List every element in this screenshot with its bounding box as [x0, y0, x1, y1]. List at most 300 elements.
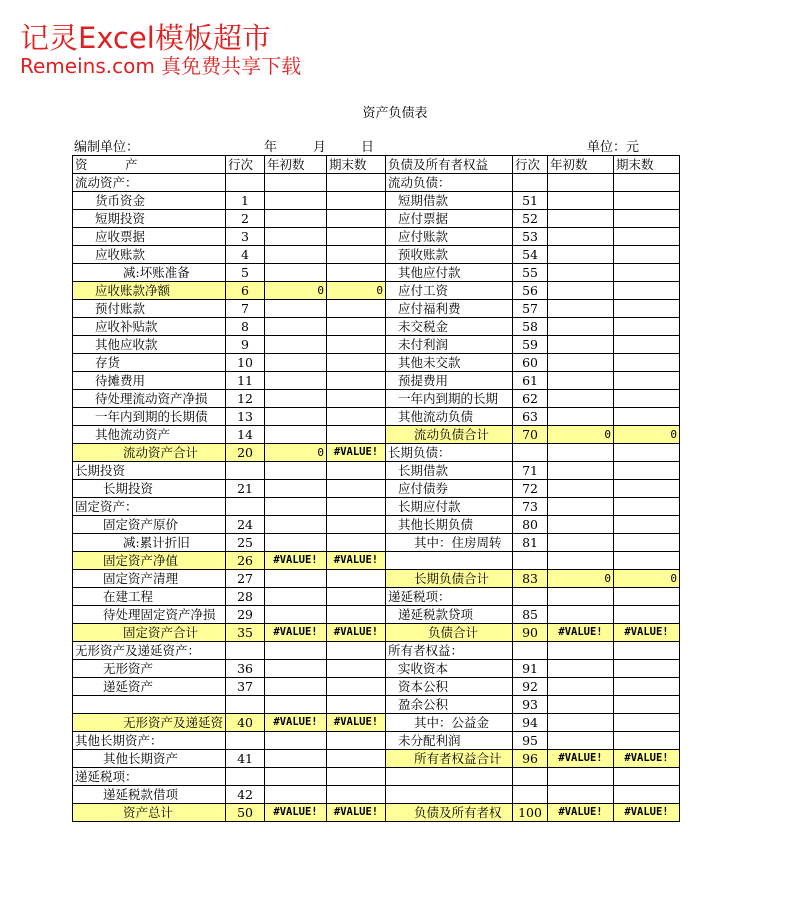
- end-value-cell[interactable]: [327, 732, 386, 750]
- end-value-cell[interactable]: [327, 390, 386, 408]
- line-number-cell[interactable]: 27: [226, 570, 265, 588]
- begin-value-cell[interactable]: [548, 660, 614, 678]
- begin-value-cell[interactable]: [265, 264, 327, 282]
- begin-value-cell[interactable]: [265, 750, 327, 768]
- end-value-cell[interactable]: [327, 228, 386, 246]
- asset-item-cell[interactable]: 短期投资: [73, 210, 226, 228]
- end-value-cell[interactable]: [614, 696, 680, 714]
- line-number-cell[interactable]: 53: [513, 228, 548, 246]
- liability-item-cell[interactable]: 长期应付款: [386, 498, 513, 516]
- line-number-cell[interactable]: [226, 732, 265, 750]
- liability-item-cell[interactable]: 其他应付款: [386, 264, 513, 282]
- end-value-cell[interactable]: [614, 678, 680, 696]
- line-number-cell[interactable]: 6: [226, 282, 265, 300]
- liability-item-cell[interactable]: 预提费用: [386, 372, 513, 390]
- liability-item-cell[interactable]: 应付工资: [386, 282, 513, 300]
- line-number-cell[interactable]: 1: [226, 192, 265, 210]
- line-number-cell[interactable]: 95: [513, 732, 548, 750]
- begin-value-cell[interactable]: [548, 714, 614, 732]
- line-number-cell[interactable]: [226, 768, 265, 786]
- line-number-cell[interactable]: 61: [513, 372, 548, 390]
- end-value-cell[interactable]: [327, 534, 386, 552]
- begin-value-cell[interactable]: 0: [265, 444, 327, 462]
- asset-item-cell[interactable]: 流动资产：: [73, 174, 226, 192]
- line-number-cell[interactable]: 85: [513, 606, 548, 624]
- begin-value-cell[interactable]: [548, 246, 614, 264]
- begin-value-cell[interactable]: [265, 192, 327, 210]
- begin-value-cell[interactable]: #VALUE!: [548, 750, 614, 768]
- end-value-cell[interactable]: [614, 534, 680, 552]
- end-value-cell[interactable]: [327, 588, 386, 606]
- liability-item-cell[interactable]: 其中：公益金: [386, 714, 513, 732]
- end-value-cell[interactable]: [327, 174, 386, 192]
- line-number-cell[interactable]: 42: [226, 786, 265, 804]
- line-number-cell[interactable]: 20: [226, 444, 265, 462]
- line-number-cell[interactable]: 72: [513, 480, 548, 498]
- asset-item-cell[interactable]: 其他流动资产: [73, 426, 226, 444]
- header-liabilities[interactable]: 负债及所有者权益: [386, 156, 513, 174]
- asset-item-cell[interactable]: 其他长期资产：: [73, 732, 226, 750]
- line-number-cell[interactable]: [513, 444, 548, 462]
- begin-value-cell[interactable]: [265, 606, 327, 624]
- begin-value-cell[interactable]: [548, 444, 614, 462]
- asset-item-cell[interactable]: 固定资产原价: [73, 516, 226, 534]
- asset-item-cell[interactable]: 应收票据: [73, 228, 226, 246]
- begin-value-cell[interactable]: [548, 210, 614, 228]
- liability-item-cell[interactable]: [386, 552, 513, 570]
- asset-item-cell[interactable]: 一年内到期的长期债: [73, 408, 226, 426]
- line-number-cell[interactable]: [226, 696, 265, 714]
- begin-value-cell[interactable]: [548, 462, 614, 480]
- line-number-cell[interactable]: 5: [226, 264, 265, 282]
- end-value-cell[interactable]: [614, 354, 680, 372]
- begin-value-cell[interactable]: #VALUE!: [265, 714, 327, 732]
- end-value-cell[interactable]: [614, 588, 680, 606]
- end-value-cell[interactable]: [614, 192, 680, 210]
- begin-value-cell[interactable]: [548, 696, 614, 714]
- asset-item-cell[interactable]: 固定资产：: [73, 498, 226, 516]
- liability-item-cell[interactable]: 流动负债：: [386, 174, 513, 192]
- liability-item-cell[interactable]: 实收资本: [386, 660, 513, 678]
- asset-item-cell[interactable]: 待处理流动资产净损: [73, 390, 226, 408]
- header-begin[interactable]: 年初数: [265, 156, 327, 174]
- begin-value-cell[interactable]: [548, 642, 614, 660]
- liability-item-cell[interactable]: 所有者权益合计: [386, 750, 513, 768]
- line-number-cell[interactable]: 80: [513, 516, 548, 534]
- end-value-cell[interactable]: #VALUE!: [327, 444, 386, 462]
- begin-value-cell[interactable]: #VALUE!: [265, 552, 327, 570]
- liability-item-cell[interactable]: 所有者权益：: [386, 642, 513, 660]
- end-value-cell[interactable]: [614, 732, 680, 750]
- asset-item-cell[interactable]: 在建工程: [73, 588, 226, 606]
- begin-value-cell[interactable]: [265, 660, 327, 678]
- end-value-cell[interactable]: [614, 246, 680, 264]
- line-number-cell[interactable]: 50: [226, 804, 265, 822]
- line-number-cell[interactable]: 55: [513, 264, 548, 282]
- begin-value-cell[interactable]: [548, 588, 614, 606]
- end-value-cell[interactable]: [614, 408, 680, 426]
- begin-value-cell[interactable]: [548, 480, 614, 498]
- end-value-cell[interactable]: [327, 696, 386, 714]
- begin-value-cell[interactable]: [265, 642, 327, 660]
- begin-value-cell[interactable]: 0: [548, 426, 614, 444]
- begin-value-cell[interactable]: [548, 678, 614, 696]
- begin-value-cell[interactable]: [265, 318, 327, 336]
- begin-value-cell[interactable]: [265, 678, 327, 696]
- begin-value-cell[interactable]: [548, 732, 614, 750]
- line-number-cell[interactable]: 29: [226, 606, 265, 624]
- end-value-cell[interactable]: [327, 768, 386, 786]
- begin-value-cell[interactable]: [265, 588, 327, 606]
- end-value-cell[interactable]: [327, 786, 386, 804]
- end-value-cell[interactable]: [327, 570, 386, 588]
- line-number-cell[interactable]: 4: [226, 246, 265, 264]
- asset-item-cell[interactable]: 存货: [73, 354, 226, 372]
- begin-value-cell[interactable]: [548, 372, 614, 390]
- liability-item-cell[interactable]: 长期负债合计: [386, 570, 513, 588]
- end-value-cell[interactable]: [614, 768, 680, 786]
- end-value-cell[interactable]: #VALUE!: [327, 804, 386, 822]
- header-line-no[interactable]: 行次: [226, 156, 265, 174]
- liability-item-cell[interactable]: 其他长期负债: [386, 516, 513, 534]
- liability-item-cell[interactable]: 应付福利费: [386, 300, 513, 318]
- line-number-cell[interactable]: 21: [226, 480, 265, 498]
- end-value-cell[interactable]: [614, 516, 680, 534]
- line-number-cell[interactable]: [513, 588, 548, 606]
- line-number-cell[interactable]: 13: [226, 408, 265, 426]
- end-value-cell[interactable]: [327, 210, 386, 228]
- begin-value-cell[interactable]: [548, 498, 614, 516]
- begin-value-cell[interactable]: [548, 786, 614, 804]
- begin-value-cell[interactable]: [548, 354, 614, 372]
- begin-value-cell[interactable]: #VALUE!: [265, 804, 327, 822]
- end-value-cell[interactable]: [327, 462, 386, 480]
- begin-value-cell[interactable]: [265, 498, 327, 516]
- end-value-cell[interactable]: [614, 372, 680, 390]
- begin-value-cell[interactable]: [548, 552, 614, 570]
- line-number-cell[interactable]: 36: [226, 660, 265, 678]
- begin-value-cell[interactable]: [265, 480, 327, 498]
- asset-item-cell[interactable]: 无形资产及递延资产：: [73, 642, 226, 660]
- end-value-cell[interactable]: [327, 264, 386, 282]
- end-value-cell[interactable]: [327, 516, 386, 534]
- asset-item-cell[interactable]: 应收账款净额: [73, 282, 226, 300]
- end-value-cell[interactable]: [327, 678, 386, 696]
- liability-item-cell[interactable]: 其他流动负债: [386, 408, 513, 426]
- begin-value-cell[interactable]: [265, 516, 327, 534]
- line-number-cell[interactable]: [226, 174, 265, 192]
- end-value-cell[interactable]: [327, 750, 386, 768]
- end-value-cell[interactable]: [327, 606, 386, 624]
- asset-item-cell[interactable]: 无形资产: [73, 660, 226, 678]
- liability-item-cell[interactable]: 应付债券: [386, 480, 513, 498]
- line-number-cell[interactable]: 58: [513, 318, 548, 336]
- line-number-cell[interactable]: 9: [226, 336, 265, 354]
- line-number-cell[interactable]: 7: [226, 300, 265, 318]
- asset-item-cell[interactable]: 固定资产清理: [73, 570, 226, 588]
- begin-value-cell[interactable]: [548, 192, 614, 210]
- asset-item-cell[interactable]: 资产总计: [73, 804, 226, 822]
- begin-value-cell[interactable]: [265, 768, 327, 786]
- line-number-cell[interactable]: [226, 462, 265, 480]
- asset-item-cell[interactable]: 递延资产: [73, 678, 226, 696]
- asset-item-cell[interactable]: 递延税项：: [73, 768, 226, 786]
- end-value-cell[interactable]: 0: [614, 426, 680, 444]
- line-number-cell[interactable]: [226, 642, 265, 660]
- begin-value-cell[interactable]: [548, 606, 614, 624]
- line-number-cell[interactable]: 26: [226, 552, 265, 570]
- begin-value-cell[interactable]: [265, 732, 327, 750]
- liability-item-cell[interactable]: 应付票据: [386, 210, 513, 228]
- asset-item-cell[interactable]: [73, 696, 226, 714]
- liability-item-cell[interactable]: 应付账款: [386, 228, 513, 246]
- line-number-cell[interactable]: 59: [513, 336, 548, 354]
- begin-value-cell[interactable]: [548, 516, 614, 534]
- begin-value-cell[interactable]: [265, 246, 327, 264]
- line-number-cell[interactable]: [513, 786, 548, 804]
- begin-value-cell[interactable]: [265, 300, 327, 318]
- line-number-cell[interactable]: 63: [513, 408, 548, 426]
- header-line-no-2[interactable]: 行次: [513, 156, 548, 174]
- asset-item-cell[interactable]: 待处理固定资产净损: [73, 606, 226, 624]
- asset-item-cell[interactable]: 流动资产合计: [73, 444, 226, 462]
- line-number-cell[interactable]: 54: [513, 246, 548, 264]
- liability-item-cell[interactable]: 负债合计: [386, 624, 513, 642]
- line-number-cell[interactable]: 81: [513, 534, 548, 552]
- end-value-cell[interactable]: [614, 318, 680, 336]
- end-value-cell[interactable]: [327, 660, 386, 678]
- line-number-cell[interactable]: 71: [513, 462, 548, 480]
- begin-value-cell[interactable]: [548, 336, 614, 354]
- begin-value-cell[interactable]: #VALUE!: [265, 624, 327, 642]
- liability-item-cell[interactable]: 未分配利润: [386, 732, 513, 750]
- line-number-cell[interactable]: 3: [226, 228, 265, 246]
- end-value-cell[interactable]: 0: [327, 282, 386, 300]
- asset-item-cell[interactable]: 长期投资: [73, 480, 226, 498]
- line-number-cell[interactable]: 8: [226, 318, 265, 336]
- begin-value-cell[interactable]: [265, 426, 327, 444]
- liability-item-cell[interactable]: [386, 786, 513, 804]
- liability-item-cell[interactable]: 长期负债：: [386, 444, 513, 462]
- liability-item-cell[interactable]: 负债及所有者权: [386, 804, 513, 822]
- begin-value-cell[interactable]: [548, 282, 614, 300]
- end-value-cell[interactable]: [327, 318, 386, 336]
- end-value-cell[interactable]: [614, 210, 680, 228]
- end-value-cell[interactable]: [614, 462, 680, 480]
- begin-value-cell[interactable]: #VALUE!: [548, 804, 614, 822]
- liability-item-cell[interactable]: 其他未交款: [386, 354, 513, 372]
- end-value-cell[interactable]: [327, 354, 386, 372]
- line-number-cell[interactable]: 28: [226, 588, 265, 606]
- liability-item-cell[interactable]: [386, 768, 513, 786]
- asset-item-cell[interactable]: 应收补贴款: [73, 318, 226, 336]
- line-number-cell[interactable]: 24: [226, 516, 265, 534]
- begin-value-cell[interactable]: [548, 228, 614, 246]
- begin-value-cell[interactable]: [265, 570, 327, 588]
- end-value-cell[interactable]: [614, 228, 680, 246]
- asset-item-cell[interactable]: 待摊费用: [73, 372, 226, 390]
- line-number-cell[interactable]: 91: [513, 660, 548, 678]
- end-value-cell[interactable]: [614, 552, 680, 570]
- end-value-cell[interactable]: [614, 174, 680, 192]
- asset-item-cell[interactable]: 其他长期资产: [73, 750, 226, 768]
- line-number-cell[interactable]: 2: [226, 210, 265, 228]
- begin-value-cell[interactable]: [548, 174, 614, 192]
- table-row: [73, 210, 680, 228]
- liability-item-cell[interactable]: 短期借款: [386, 192, 513, 210]
- begin-value-cell[interactable]: [265, 210, 327, 228]
- liability-item-cell[interactable]: 递延税款贷项: [386, 606, 513, 624]
- asset-item-cell[interactable]: 预付账款: [73, 300, 226, 318]
- end-value-cell[interactable]: #VALUE!: [614, 624, 680, 642]
- liability-item-cell[interactable]: 资本公积: [386, 678, 513, 696]
- line-number-cell[interactable]: 93: [513, 696, 548, 714]
- begin-value-cell[interactable]: #VALUE!: [548, 624, 614, 642]
- begin-value-cell[interactable]: 0: [548, 570, 614, 588]
- end-value-cell[interactable]: #VALUE!: [614, 750, 680, 768]
- line-number-cell[interactable]: [513, 552, 548, 570]
- asset-item-cell[interactable]: 无形资产及递延资: [73, 714, 226, 732]
- liability-item-cell[interactable]: 未交税金: [386, 318, 513, 336]
- line-number-cell[interactable]: 52: [513, 210, 548, 228]
- header-end-2[interactable]: 期末数: [614, 156, 680, 174]
- end-value-cell[interactable]: [614, 390, 680, 408]
- begin-value-cell[interactable]: 0: [265, 282, 327, 300]
- line-number-cell[interactable]: 60: [513, 354, 548, 372]
- line-number-cell[interactable]: [513, 642, 548, 660]
- begin-value-cell[interactable]: [265, 696, 327, 714]
- end-value-cell[interactable]: [327, 246, 386, 264]
- end-value-cell[interactable]: [614, 786, 680, 804]
- begin-value-cell[interactable]: [265, 354, 327, 372]
- line-number-cell[interactable]: 57: [513, 300, 548, 318]
- liability-item-cell[interactable]: 盈余公积: [386, 696, 513, 714]
- end-value-cell[interactable]: [614, 714, 680, 732]
- liability-item-cell[interactable]: 一年内到期的长期: [386, 390, 513, 408]
- begin-value-cell[interactable]: [265, 390, 327, 408]
- end-value-cell[interactable]: [614, 606, 680, 624]
- end-value-cell[interactable]: 0: [614, 570, 680, 588]
- line-number-cell[interactable]: [226, 498, 265, 516]
- line-number-cell[interactable]: 56: [513, 282, 548, 300]
- asset-item-cell[interactable]: 长期投资: [73, 462, 226, 480]
- line-number-cell[interactable]: 25: [226, 534, 265, 552]
- begin-value-cell[interactable]: [548, 768, 614, 786]
- begin-value-cell[interactable]: [265, 462, 327, 480]
- line-number-cell[interactable]: 94: [513, 714, 548, 732]
- begin-value-cell[interactable]: [265, 336, 327, 354]
- line-number-cell[interactable]: 90: [513, 624, 548, 642]
- line-number-cell[interactable]: 51: [513, 192, 548, 210]
- table-row: [73, 246, 680, 264]
- header-assets[interactable]: 资 产: [73, 156, 226, 174]
- end-value-cell[interactable]: [614, 264, 680, 282]
- asset-item-cell[interactable]: 货币资金: [73, 192, 226, 210]
- begin-value-cell[interactable]: [548, 408, 614, 426]
- begin-value-cell[interactable]: [265, 228, 327, 246]
- end-value-cell[interactable]: [327, 192, 386, 210]
- end-value-cell[interactable]: [327, 642, 386, 660]
- line-number-cell[interactable]: 83: [513, 570, 548, 588]
- end-value-cell[interactable]: #VALUE!: [327, 714, 386, 732]
- line-number-cell[interactable]: 96: [513, 750, 548, 768]
- line-number-cell[interactable]: 70: [513, 426, 548, 444]
- begin-value-cell[interactable]: [548, 300, 614, 318]
- end-value-cell[interactable]: [614, 300, 680, 318]
- liability-item-cell[interactable]: 预收账款: [386, 246, 513, 264]
- header-begin-2[interactable]: 年初数: [548, 156, 614, 174]
- end-value-cell[interactable]: [614, 498, 680, 516]
- end-value-cell[interactable]: [327, 300, 386, 318]
- end-value-cell[interactable]: [614, 642, 680, 660]
- end-value-cell[interactable]: [614, 480, 680, 498]
- line-number-cell[interactable]: 40: [226, 714, 265, 732]
- asset-item-cell[interactable]: 减:累计折旧: [73, 534, 226, 552]
- line-number-cell[interactable]: 62: [513, 390, 548, 408]
- asset-item-cell[interactable]: 应收账款: [73, 246, 226, 264]
- line-number-cell[interactable]: 10: [226, 354, 265, 372]
- line-number-cell[interactable]: [513, 174, 548, 192]
- header-end[interactable]: 期末数: [327, 156, 386, 174]
- line-number-cell[interactable]: 73: [513, 498, 548, 516]
- line-number-cell[interactable]: 11: [226, 372, 265, 390]
- line-number-cell[interactable]: 100: [513, 804, 548, 822]
- begin-value-cell[interactable]: [548, 534, 614, 552]
- line-number-cell[interactable]: [513, 768, 548, 786]
- end-value-cell[interactable]: [327, 426, 386, 444]
- begin-value-cell[interactable]: [548, 390, 614, 408]
- end-value-cell[interactable]: [327, 498, 386, 516]
- end-value-cell[interactable]: #VALUE!: [614, 804, 680, 822]
- end-value-cell[interactable]: [614, 444, 680, 462]
- end-value-cell[interactable]: #VALUE!: [327, 624, 386, 642]
- begin-value-cell[interactable]: [265, 372, 327, 390]
- begin-value-cell[interactable]: [265, 174, 327, 192]
- begin-value-cell[interactable]: [548, 318, 614, 336]
- end-value-cell[interactable]: [327, 372, 386, 390]
- end-value-cell[interactable]: [614, 660, 680, 678]
- end-value-cell[interactable]: [327, 336, 386, 354]
- begin-value-cell[interactable]: [548, 264, 614, 282]
- end-value-cell[interactable]: [614, 282, 680, 300]
- liability-item-cell[interactable]: 未付利润: [386, 336, 513, 354]
- end-value-cell[interactable]: [327, 408, 386, 426]
- end-value-cell[interactable]: [614, 336, 680, 354]
- liability-item-cell[interactable]: 其中：住房周转: [386, 534, 513, 552]
- table-row: [73, 732, 680, 750]
- asset-item-cell[interactable]: 固定资产净值: [73, 552, 226, 570]
- line-number-cell[interactable]: 37: [226, 678, 265, 696]
- line-number-cell[interactable]: 12: [226, 390, 265, 408]
- liability-item-cell[interactable]: 流动负债合计: [386, 426, 513, 444]
- end-value-cell[interactable]: [327, 480, 386, 498]
- asset-item-cell[interactable]: 递延税款借项: [73, 786, 226, 804]
- begin-value-cell[interactable]: [265, 534, 327, 552]
- liability-item-cell[interactable]: 长期借款: [386, 462, 513, 480]
- begin-value-cell[interactable]: [265, 408, 327, 426]
- end-value-cell[interactable]: #VALUE!: [327, 552, 386, 570]
- line-number-cell[interactable]: 14: [226, 426, 265, 444]
- begin-value-cell[interactable]: [265, 786, 327, 804]
- asset-item-cell[interactable]: 其他应收款: [73, 336, 226, 354]
- line-number-cell[interactable]: 35: [226, 624, 265, 642]
- asset-item-cell[interactable]: 固定资产合计: [73, 624, 226, 642]
- asset-item-cell[interactable]: 减:坏账准备: [73, 264, 226, 282]
- line-number-cell[interactable]: 92: [513, 678, 548, 696]
- line-number-cell[interactable]: 41: [226, 750, 265, 768]
- table-row: [73, 282, 680, 300]
- liability-item-cell[interactable]: 递延税项：: [386, 588, 513, 606]
